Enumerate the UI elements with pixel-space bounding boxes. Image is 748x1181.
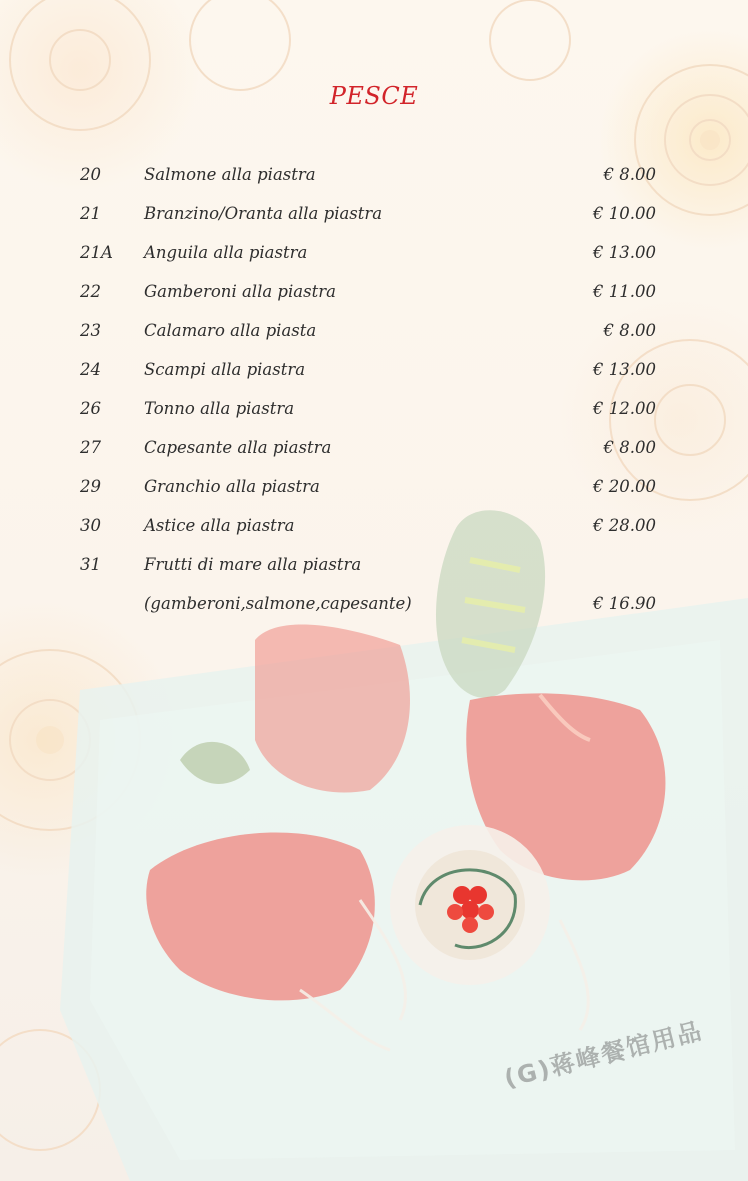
- menu-item: [80, 200, 656, 239]
- item-number: 27: [80, 438, 101, 457]
- item-price: € 8.00: [603, 165, 656, 184]
- item-number: 22: [80, 282, 101, 301]
- menu-item: [80, 317, 656, 356]
- item-name: Calamaro alla piasta: [144, 321, 317, 340]
- menu-list: [80, 161, 656, 629]
- item-name: Scampi alla piastra: [144, 360, 306, 379]
- menu-item: [80, 395, 656, 434]
- menu-item: [80, 161, 656, 200]
- item-number: 20: [80, 165, 101, 184]
- item-name: Gamberoni alla piastra: [144, 282, 336, 301]
- item-name: Capesante alla piastra: [144, 438, 332, 457]
- item-name: Branzino/Oranta alla piastra: [144, 204, 383, 223]
- item-name: Granchio alla piastra: [144, 477, 320, 496]
- item-price: € 12.00: [593, 399, 656, 418]
- item-price: € 8.00: [603, 438, 656, 457]
- item-price: € 13.00: [593, 360, 656, 379]
- watermark: (G)蒋峰餐馆用品: [501, 1016, 706, 1093]
- item-name: Tonno alla piastra: [144, 399, 295, 418]
- item-number: 21A: [80, 243, 113, 262]
- item-name: (gamberoni,salmone,capesante): [144, 594, 412, 613]
- item-price: € 13.00: [593, 243, 656, 262]
- menu-item: [80, 551, 656, 590]
- item-number: 21: [80, 204, 101, 223]
- item-name: Anguila alla piastra: [144, 243, 308, 262]
- item-number: 26: [80, 399, 101, 418]
- item-price: € 10.00: [593, 204, 656, 223]
- menu-item: [80, 356, 656, 395]
- menu-item: [80, 473, 656, 512]
- item-price: € 28.00: [593, 516, 656, 535]
- item-name: Astice alla piastra: [144, 516, 295, 535]
- item-price: € 20.00: [593, 477, 656, 496]
- item-number: 29: [80, 477, 101, 496]
- item-number: 23: [80, 321, 101, 340]
- item-name: Salmone alla piastra: [144, 165, 316, 184]
- item-price: € 11.00: [593, 282, 656, 301]
- item-price: € 16.90: [593, 594, 656, 613]
- menu-item: [80, 239, 656, 278]
- item-number: 30: [80, 516, 101, 535]
- item-price: € 8.00: [603, 321, 656, 340]
- section-title: PESCE: [329, 82, 419, 110]
- menu-item: [80, 512, 656, 551]
- menu-item: [80, 434, 656, 473]
- item-name: Frutti di mare alla piastra: [144, 555, 362, 574]
- menu-item: [80, 278, 656, 317]
- item-number: 24: [80, 360, 101, 379]
- menu-item: [80, 590, 656, 629]
- item-number: 31: [80, 555, 101, 574]
